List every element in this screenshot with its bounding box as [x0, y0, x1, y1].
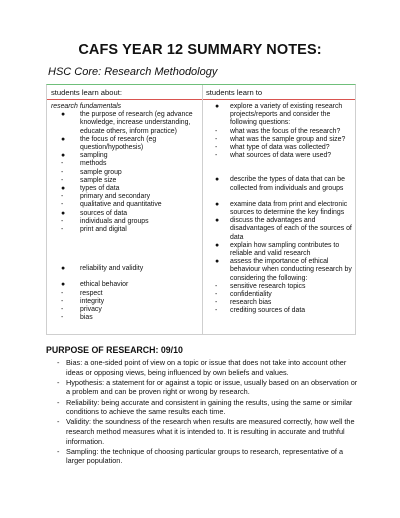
list-item [47, 290, 201, 298]
list-item [47, 103, 201, 111]
dash-icon: - [57, 358, 60, 367]
section-subtitle: HSC Core: Research Methodology [48, 66, 218, 78]
list-item-text: bias [80, 314, 93, 322]
list-item-text: examine data from print and electronic sources to determine the key findings [230, 200, 348, 217]
list-item-text: privacy [80, 306, 102, 314]
list-item-text: sensitive research topics [230, 282, 306, 290]
list-item-text: print and digital [80, 226, 127, 234]
list-item-text: what was the sample group and size? [230, 135, 346, 143]
dash-icon: - [215, 299, 218, 307]
list-item-text: research fundamentals [51, 103, 122, 110]
dash-icon: - [61, 226, 64, 234]
list-item [47, 218, 201, 226]
list-item-text: what sources of data were used? [230, 152, 332, 160]
dash-icon: - [61, 289, 64, 297]
list-item-text: sources of data [80, 209, 128, 217]
bullet-icon: ● [61, 209, 66, 217]
list-item [47, 314, 201, 322]
dash-icon: - [61, 297, 64, 305]
dash-icon: - [57, 397, 60, 407]
bullet-icon: ● [215, 103, 220, 110]
purpose-heading: PURPOSE OF RESEARCH: 09/10 [46, 345, 183, 355]
learn-about-column [47, 103, 201, 322]
definition-text: Hypothesis: a statement for or against a topic or issue, usually based on an observation or a problem and can be proven right or wrong by research. [66, 377, 358, 397]
definition-text: Reliability: being accurate and consistent in gaining the results, using the same or similar conditions to achieve the same results each time. [66, 397, 353, 417]
list-item [203, 128, 355, 136]
list-item [47, 111, 201, 136]
list-item-text: assess the importance of ethical behaviour when conducting research by considering the following: [230, 258, 352, 282]
bullet-icon: ● [61, 265, 66, 273]
dash-icon: - [215, 152, 218, 160]
list-item-text: sample size [80, 176, 117, 184]
list-item [203, 299, 355, 307]
dash-icon: - [215, 291, 218, 299]
list-item [203, 258, 355, 283]
page-title: CAFS YEAR 12 SUMMARY NOTES: [78, 42, 322, 58]
list-item [47, 265, 201, 273]
definition-item [46, 398, 361, 417]
dash-icon: - [61, 201, 64, 209]
bullet-icon: ● [215, 217, 220, 225]
list-item-text: what was the focus of the research? [230, 127, 341, 135]
list-item [47, 201, 201, 209]
dash-icon: - [57, 446, 60, 456]
learn-to-column [203, 103, 355, 316]
dash-icon: - [61, 176, 64, 184]
list-item [203, 291, 355, 299]
spacer [203, 160, 355, 176]
definition-text: Validity: the soundness of the research when results are measured correctly, how well the research method measures what it is intended to. It is resulting in accurate and truthful information. [66, 417, 355, 446]
list-item-text: qualitative and quantitative [80, 201, 162, 209]
dash-icon: - [215, 135, 218, 143]
list-item [47, 281, 201, 289]
dash-icon: - [61, 217, 64, 225]
bullet-icon: ● [61, 185, 66, 193]
dash-icon: - [215, 282, 218, 290]
list-item-text: types of data [80, 185, 120, 193]
list-item [203, 144, 355, 152]
list-item [47, 160, 201, 168]
definition-item [46, 378, 361, 397]
list-item-text: respect [80, 289, 103, 297]
list-item [203, 152, 355, 160]
definition-item [46, 447, 361, 466]
spacer [203, 193, 355, 201]
list-item-text: what type of data was collected? [230, 144, 330, 152]
list-item-text: research bias [230, 299, 272, 307]
list-item [203, 103, 355, 128]
left-column-header: students learn about: [51, 88, 122, 97]
bullet-icon: ● [61, 111, 66, 119]
list-item [203, 201, 355, 217]
definition-item [46, 358, 361, 377]
list-item [203, 176, 355, 192]
spacer [47, 273, 201, 281]
dash-icon: - [61, 168, 64, 176]
list-item [203, 217, 355, 242]
right-column-header: students learn to [206, 88, 263, 97]
list-item-text: the focus of research (eg question/hypothesis) [80, 135, 157, 152]
list-item-text: confidentiality [230, 291, 272, 299]
dash-icon: - [61, 314, 64, 322]
bullet-icon: ● [215, 241, 220, 249]
bullet-icon: ● [215, 176, 220, 184]
dash-icon: - [215, 144, 218, 152]
list-item [203, 242, 355, 258]
list-item [47, 298, 201, 306]
list-item-text: describe the types of data that can be collected from individuals and groups [230, 176, 345, 192]
list-item-text: discuss the advantages and disadvantages of each of the sources of data [230, 217, 352, 241]
list-item [203, 307, 355, 315]
list-item-text: explain how sampling contributes to reliable and valid research [230, 241, 340, 258]
list-item-text: ethical behavior [80, 281, 129, 289]
definition-text: Sampling: the technique of choosing particular groups to research, representative of a larger population. [66, 446, 344, 466]
bullet-icon: ● [215, 258, 220, 266]
list-item [47, 152, 201, 160]
list-item [47, 185, 201, 193]
list-item [47, 169, 201, 177]
syllabus-table [46, 84, 356, 335]
list-item-text: sampling [80, 152, 108, 160]
list-item [47, 306, 201, 314]
list-item-text: crediting sources of data [230, 307, 306, 315]
dash-icon: - [215, 307, 218, 315]
spacer [47, 234, 201, 265]
dash-icon: - [57, 417, 60, 427]
list-item [203, 136, 355, 144]
definition-item [46, 417, 361, 446]
definitions-list [46, 358, 361, 467]
list-item-text: primary and secondary [80, 193, 151, 201]
bullet-icon: ● [61, 135, 66, 143]
dash-icon: - [215, 127, 218, 135]
dash-icon: - [61, 306, 64, 314]
header-divider [47, 99, 355, 100]
list-item [47, 177, 201, 185]
list-item-text: explore a variety of existing research projects/reports and consider the following questions: [230, 103, 343, 127]
dash-icon: - [61, 160, 64, 168]
list-item-text: individuals and groups [80, 217, 149, 225]
bullet-icon: ● [215, 200, 220, 208]
list-item [47, 193, 201, 201]
list-item-text: sample group [80, 168, 122, 176]
list-item-text: methods [80, 160, 107, 168]
definition-text: Bias: a one-sided point of view on a topic or issue that does not take into account other ideas or opposing views, being influenced by own beliefs and values. [66, 358, 347, 377]
dash-icon: - [61, 193, 64, 201]
list-item-text: integrity [80, 297, 105, 305]
list-item-text: the purpose of research (eg advance knowledge, increase understanding, educate others, inform practice) [80, 111, 193, 135]
bullet-icon: ● [61, 152, 66, 160]
list-item-text: reliability and validity [80, 265, 144, 273]
list-item [47, 226, 201, 234]
list-item [47, 210, 201, 218]
list-item [203, 283, 355, 291]
bullet-icon: ● [61, 281, 66, 289]
dash-icon: - [57, 377, 60, 387]
list-item [47, 136, 201, 152]
